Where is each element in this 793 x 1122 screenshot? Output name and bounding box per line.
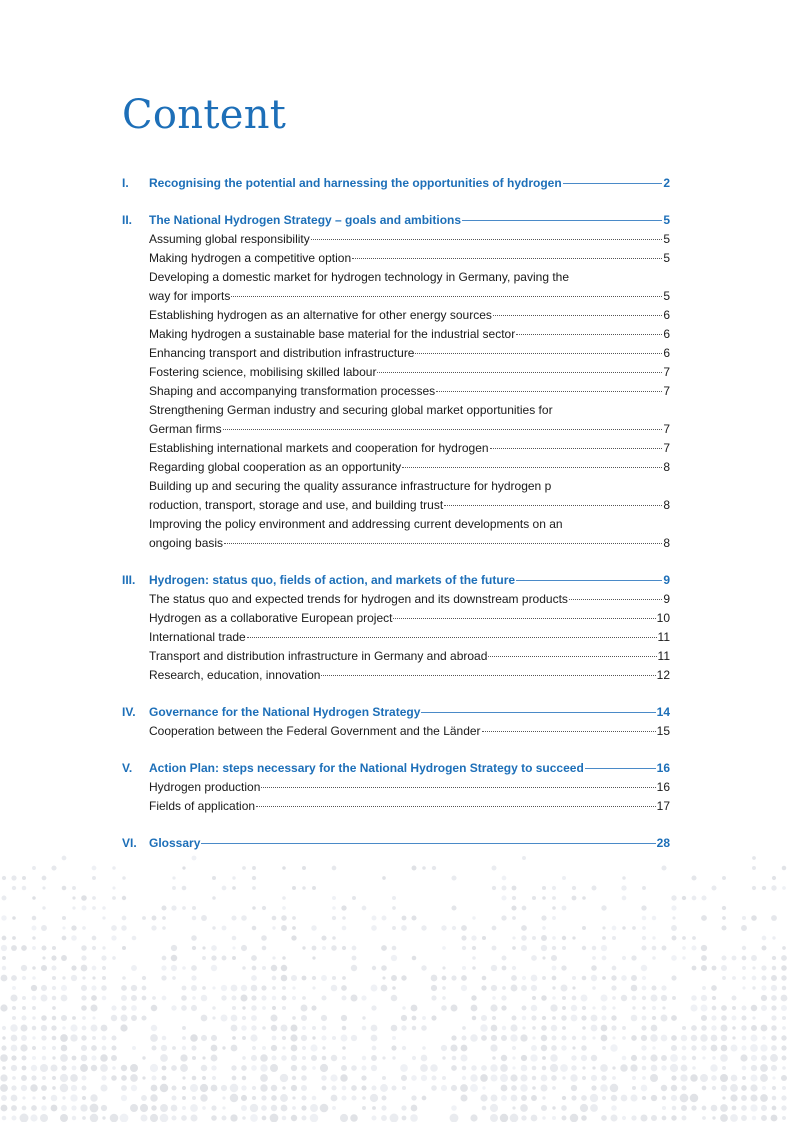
toc-item-link[interactable]	[122, 592, 670, 611]
dot-leader	[261, 787, 655, 788]
item-title: roduction, transport, storage and use, and building trust	[149, 498, 444, 512]
dot-leader	[402, 467, 662, 468]
section-title: Recognising the potential and harnessing the opportunities of hydrogen	[149, 176, 562, 190]
item-title: ongoing basis	[149, 536, 224, 550]
dot-leader	[585, 768, 656, 769]
dot-leader	[311, 239, 663, 240]
dot-leader	[321, 675, 655, 676]
section-number: III.	[122, 573, 136, 587]
dot-leader	[569, 599, 662, 600]
page-number: 6	[663, 308, 670, 322]
item-title: Enhancing transport and distribution infrastructure	[149, 346, 415, 360]
dot-leader	[563, 183, 663, 184]
dot-leader	[488, 656, 656, 657]
page-number: 17	[656, 799, 670, 813]
page-number: 16	[656, 761, 670, 775]
page-number: 10	[656, 611, 670, 625]
dot-leader	[256, 806, 656, 807]
toc-heading-link[interactable]	[122, 705, 670, 724]
section-title: The National Hydrogen Strategy – goals and ambitions	[149, 213, 462, 227]
toc-item-link[interactable]	[122, 536, 670, 555]
page-number: 15	[656, 724, 670, 738]
page-number: 12	[656, 668, 670, 682]
page-number: 6	[663, 346, 670, 360]
toc-item-link[interactable]	[122, 611, 670, 630]
dot-pattern-decoration	[0, 852, 793, 1122]
section-title: Glossary	[149, 836, 201, 850]
item-title: way for imports	[149, 289, 231, 303]
page-number: 8	[663, 498, 670, 512]
dot-leader	[462, 220, 662, 221]
section-number: V.	[122, 761, 133, 775]
item-title: Shaping and accompanying transformation processes	[149, 384, 436, 398]
page-number: 6	[663, 327, 670, 341]
item-title: Transport and distribution infrastructure in Germany and abroad	[149, 649, 488, 663]
page-number: 9	[663, 592, 670, 606]
page-number: 11	[657, 649, 670, 663]
dot-leader	[224, 543, 662, 544]
page-number: 7	[663, 441, 670, 455]
item-title: Establishing international markets and cooperation for hydrogen	[149, 441, 489, 455]
toc-item-link[interactable]	[122, 630, 670, 649]
item-title: International trade	[149, 630, 246, 644]
toc-item-link[interactable]	[122, 251, 670, 270]
table-of-contents	[122, 176, 670, 873]
dot-leader	[223, 429, 663, 430]
dot-leader	[436, 391, 662, 392]
toc-item-text-line: Improving the policy environment and addressing current developments on an	[149, 517, 563, 531]
toc-section	[122, 761, 670, 818]
toc-item-link[interactable]	[122, 649, 670, 668]
page-number: 11	[657, 630, 670, 644]
dot-leader	[490, 448, 663, 449]
item-title: Making hydrogen a sustainable base material for the industrial sector	[149, 327, 516, 341]
section-number: IV.	[122, 705, 136, 719]
toc-item-link[interactable]	[122, 668, 670, 687]
dot-leader	[482, 731, 656, 732]
page-number: 16	[656, 780, 670, 794]
toc-item-link[interactable]	[122, 308, 670, 327]
item-title: German firms	[149, 422, 222, 436]
toc-item-link[interactable]	[122, 724, 670, 743]
page-number: 7	[663, 365, 670, 379]
dot-leader	[352, 258, 662, 259]
dot-leader	[247, 637, 657, 638]
dot-leader	[393, 618, 655, 619]
section-title: Hydrogen: status quo, fields of action, and markets of the future	[149, 573, 516, 587]
page-number: 14	[656, 705, 670, 719]
toc-heading-link[interactable]	[122, 573, 670, 592]
dot-leader	[516, 580, 662, 581]
dot-leader	[421, 712, 655, 713]
item-title: The status quo and expected trends for hydrogen and its downstream products	[149, 592, 568, 606]
section-title: Action Plan: steps necessary for the National Hydrogen Strategy to succeed	[149, 761, 584, 775]
toc-item-link[interactable]	[122, 346, 670, 365]
toc-heading-link[interactable]	[122, 761, 670, 780]
toc-heading-link[interactable]	[122, 213, 670, 232]
item-title: Regarding global cooperation as an opportunity	[149, 460, 402, 474]
toc-item-link[interactable]	[122, 232, 670, 251]
dot-leader	[201, 843, 655, 844]
toc-heading-link[interactable]	[122, 176, 670, 195]
item-title: Hydrogen as a collaborative European project	[149, 611, 393, 625]
section-number: I.	[122, 176, 129, 190]
item-title: Research, education, innovation	[149, 668, 321, 682]
toc-item-text-line: Strengthening German industry and securing global market opportunities for	[149, 403, 553, 417]
toc-item-text-line: Developing a domestic market for hydrogen technology in Germany, paving the	[149, 270, 570, 284]
section-number: VI.	[122, 836, 137, 850]
item-title: Cooperation between the Federal Government and the Länder	[149, 724, 481, 738]
dot-leader	[493, 315, 662, 316]
toc-item-link[interactable]	[122, 460, 670, 479]
toc-item-text-line: Building up and securing the quality assurance infrastructure for hydrogen p	[149, 479, 552, 493]
dot-leader	[231, 296, 662, 297]
section-title: Governance for the National Hydrogen Strategy	[149, 705, 421, 719]
toc-item-link[interactable]	[122, 422, 670, 441]
item-title: Establishing hydrogen as an alternative for other energy sources	[149, 308, 492, 322]
page-number: 5	[663, 289, 670, 303]
page-number: 5	[663, 251, 670, 265]
dot-leader	[415, 353, 662, 354]
item-title: Hydrogen production	[149, 780, 261, 794]
toc-section	[122, 573, 670, 687]
dot-leader	[444, 505, 662, 506]
item-title: Fostering science, mobilising skilled labour	[149, 365, 377, 379]
toc-item-link[interactable]	[122, 327, 670, 346]
page-number: 5	[663, 232, 670, 246]
toc-item-link[interactable]	[122, 441, 670, 460]
toc-section	[122, 213, 670, 555]
page-number: 9	[663, 573, 670, 587]
toc-item-link[interactable]	[122, 365, 670, 384]
section-number: II.	[122, 213, 133, 227]
toc-section	[122, 176, 670, 195]
dot-leader	[377, 372, 662, 373]
page-number: 7	[663, 422, 670, 436]
toc-section	[122, 705, 670, 743]
item-title: Making hydrogen a competitive option	[149, 251, 352, 265]
item-title: Fields of application	[149, 799, 256, 813]
page-title: Content	[122, 92, 287, 138]
page-number: 8	[663, 536, 670, 550]
toc-item-link[interactable]	[122, 384, 670, 403]
page-number: 28	[656, 836, 670, 850]
toc-item-link[interactable]	[122, 289, 670, 308]
item-title: Assuming global responsibility	[149, 232, 310, 246]
toc-item-link[interactable]	[122, 799, 670, 818]
page-number: 8	[663, 460, 670, 474]
page-number: 5	[663, 213, 670, 227]
dot-leader	[516, 334, 662, 335]
toc-item-link[interactable]	[122, 780, 670, 799]
page-number: 7	[663, 384, 670, 398]
toc-item-link[interactable]	[122, 498, 670, 517]
page-number: 2	[663, 176, 670, 190]
